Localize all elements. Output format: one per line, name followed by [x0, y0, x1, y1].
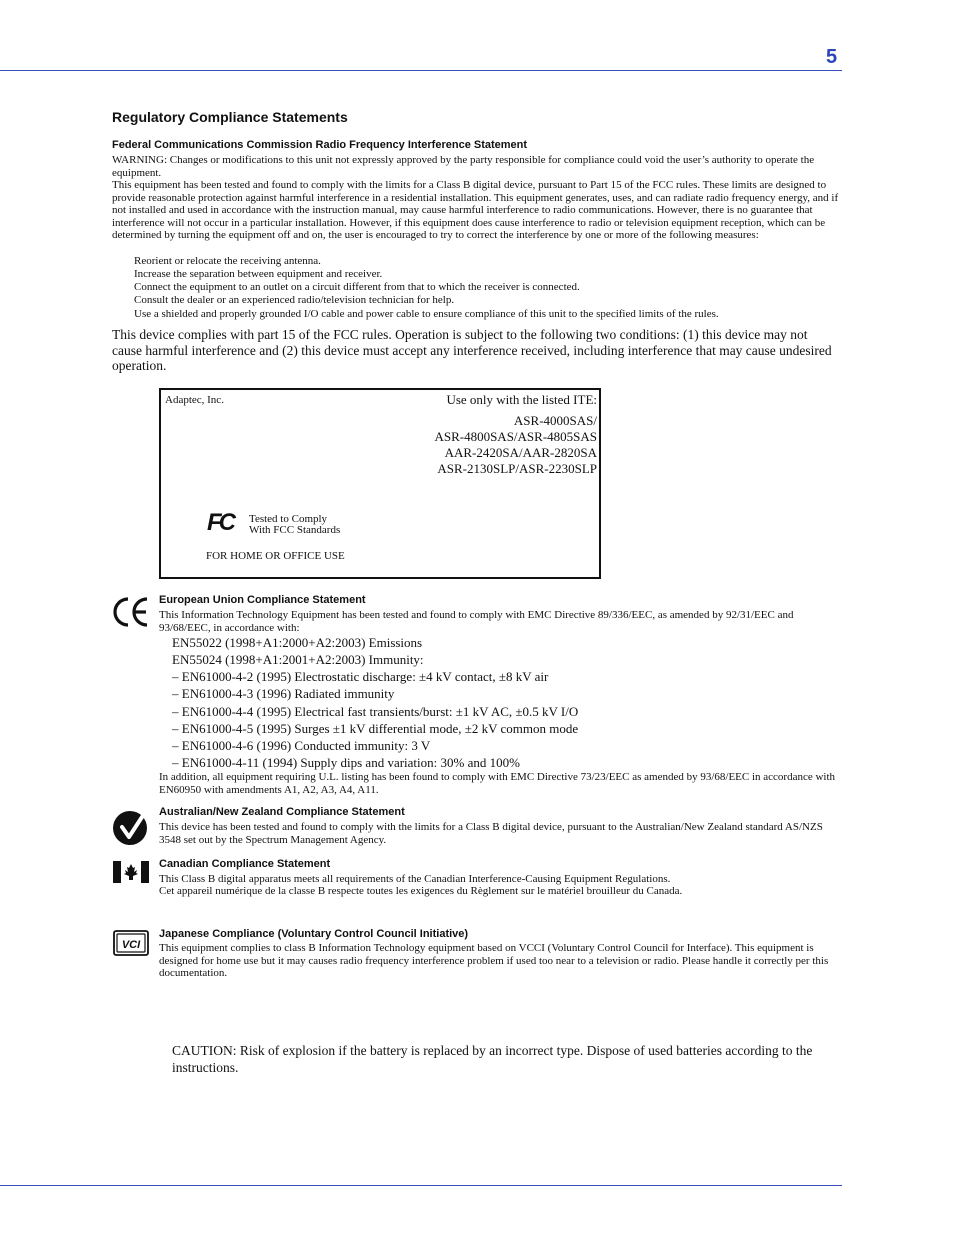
eu-heading: European Union Compliance Statement: [159, 594, 366, 606]
section-title: Regulatory Compliance Statements: [112, 109, 348, 125]
fcc-warning: WARNING: Changes or modifications to this unit not expressly approved by the party responsible for compliance could void the user’s authority to operate the equipment.: [112, 154, 815, 179]
canada-line-1: This Class B digital apparatus meets all requirements of the Canadian Interference-Causing Equipment Regulations.: [159, 873, 671, 885]
tested-line-1: Tested to Comply: [249, 513, 328, 525]
measure-item: Use a shielded and properly grounded I/O cable and power cable to ensure compliance of this unit to the specified limits of the rules.: [134, 308, 719, 320]
australia-text: This device has been tested and found to comply with the limits for a Class B digital device, pursuant to the Australian/New Zealand standard AS/NZS 3548 set out by the Spectrum Management Agency.: [159, 821, 823, 846]
measure-item: Reorient or relocate the receiving antenna.: [134, 255, 321, 267]
model-item: AAR-2420SA/AAR-2820SA: [444, 445, 597, 460]
canada-flag-icon: [113, 861, 149, 888]
eu-outro: In addition, all equipment requiring U.L. listing has been found to comply with EMC Directive 73/23/EEC as amended by 93/68/EEC in accordance with EN60950 with amendments A1, A2, A3, A4, A11.: [159, 771, 836, 796]
footer-rule: [0, 1185, 842, 1186]
eu-standard: – EN61000-4-5 (1995) Surges ±1 kV differential mode, ±2 kV common mode: [172, 721, 579, 736]
company-name: Adaptec, Inc.: [165, 394, 224, 406]
page-number: 5: [826, 46, 838, 68]
fcc-heading: Federal Communications Commission Radio Frequency Interference Statement: [112, 139, 528, 151]
eu-intro: This Information Technology Equipment has been tested and found to comply with EMC Directive 89/336/EEC, as amended by 92/31/EEC and 93/68/EEC, in accordance with:: [159, 609, 794, 634]
model-item: ASR-4000SAS/: [513, 413, 597, 428]
measure-item: Connect the equipment to an outlet on a circuit different from that to which the receiver is connected.: [134, 281, 580, 293]
canada-heading: Canadian Compliance Statement: [159, 858, 331, 870]
fcc-logo-icon: FC: [207, 509, 233, 536]
model-item: ASR-4800SAS/ASR-4805SAS: [434, 429, 597, 444]
fcc-compliance-paragraph: This device complies with part 15 of the FCC rules. Operation is subject to the following two conditions: (1) this device may not cause harmful interference and (2) this device must accept any interference received, including interference that may cause undesired operation.: [112, 327, 832, 374]
vcci-logo-icon: [113, 930, 149, 961]
canada-line-2: Cet appareil numérique de la classe B respecte toutes les exigences du Règlement sur le matériel brouilleur du Canada.: [159, 885, 683, 897]
eu-standard: – EN61000-4-11 (1994) Supply dips and variation: 30% and 100%: [172, 755, 520, 770]
japan-heading: Japanese Compliance (Voluntary Control Council Initiative): [159, 928, 469, 940]
tested-line-2: With FCC Standards: [249, 524, 341, 536]
ite-heading: Use only with the listed ITE:: [446, 392, 597, 407]
home-office-label: FOR HOME OR OFFICE USE: [206, 550, 345, 562]
eu-standard: – EN61000-4-6 (1996) Conducted immunity: 3 V: [172, 738, 431, 753]
svg-text:VCI: VCI: [121, 939, 141, 951]
eu-standard: – EN61000-4-2 (1995) Electrostatic discharge: ±4 kV contact, ±8 kV air: [172, 669, 549, 684]
ce-mark-icon: [111, 596, 151, 633]
header-rule: [0, 70, 842, 71]
measure-item: Increase the separation between equipment and receiver.: [134, 268, 383, 280]
c-tick-icon: [111, 808, 151, 853]
measure-item: Consult the dealer or an experienced radio/television technician for help.: [134, 294, 455, 306]
fcc-label-box: [159, 388, 601, 579]
eu-standard: EN55024 (1998+A1:2001+A2:2003) Immunity:: [172, 652, 424, 667]
eu-standard: – EN61000-4-3 (1996) Radiated immunity: [172, 686, 395, 701]
japan-text: This equipment complies to class B Information Technology equipment based on VCCI (Voluntary Control Council for Interface). This equipment is designed for home use but it may causes radio frequency interference problem if used too near to a television or radio. Please handle it correctly per this documentation.: [159, 942, 829, 980]
battery-caution: CAUTION: Risk of explosion if the battery is replaced by an incorrect type. Dispose of used batteries according to the instructions.: [172, 1043, 813, 1075]
eu-standard: EN55022 (1998+A1:2000+A2:2003) Emissions: [172, 635, 423, 650]
model-item: ASR-2130SLP/ASR-2230SLP: [437, 461, 597, 476]
fcc-paragraph: This equipment has been tested and found to comply with the limits for a Class B digital device, pursuant to Part 15 of the FCC rules. These limits are designed to provide reasonable protection against harmful interference in a residential installation. This equipment generates, uses, and can radiate radio frequency energy, and if not installed and used in accordance with the instruction manual, may cause harmful interference to radio communications. However, there is no guarantee that interference will not occur in a particular installation. However, if this equipment does cause interference to radio or television equipment reception, which can be determined by turning the equipment off and on, the user is encouraged to try to correct the interference by one or more of the following measures:: [112, 179, 839, 242]
australia-heading: Australian/New Zealand Compliance Statement: [159, 806, 405, 818]
eu-standard: – EN61000-4-4 (1995) Electrical fast transients/burst: ±1 kV AC, ±0.5 kV I/O: [172, 704, 579, 719]
